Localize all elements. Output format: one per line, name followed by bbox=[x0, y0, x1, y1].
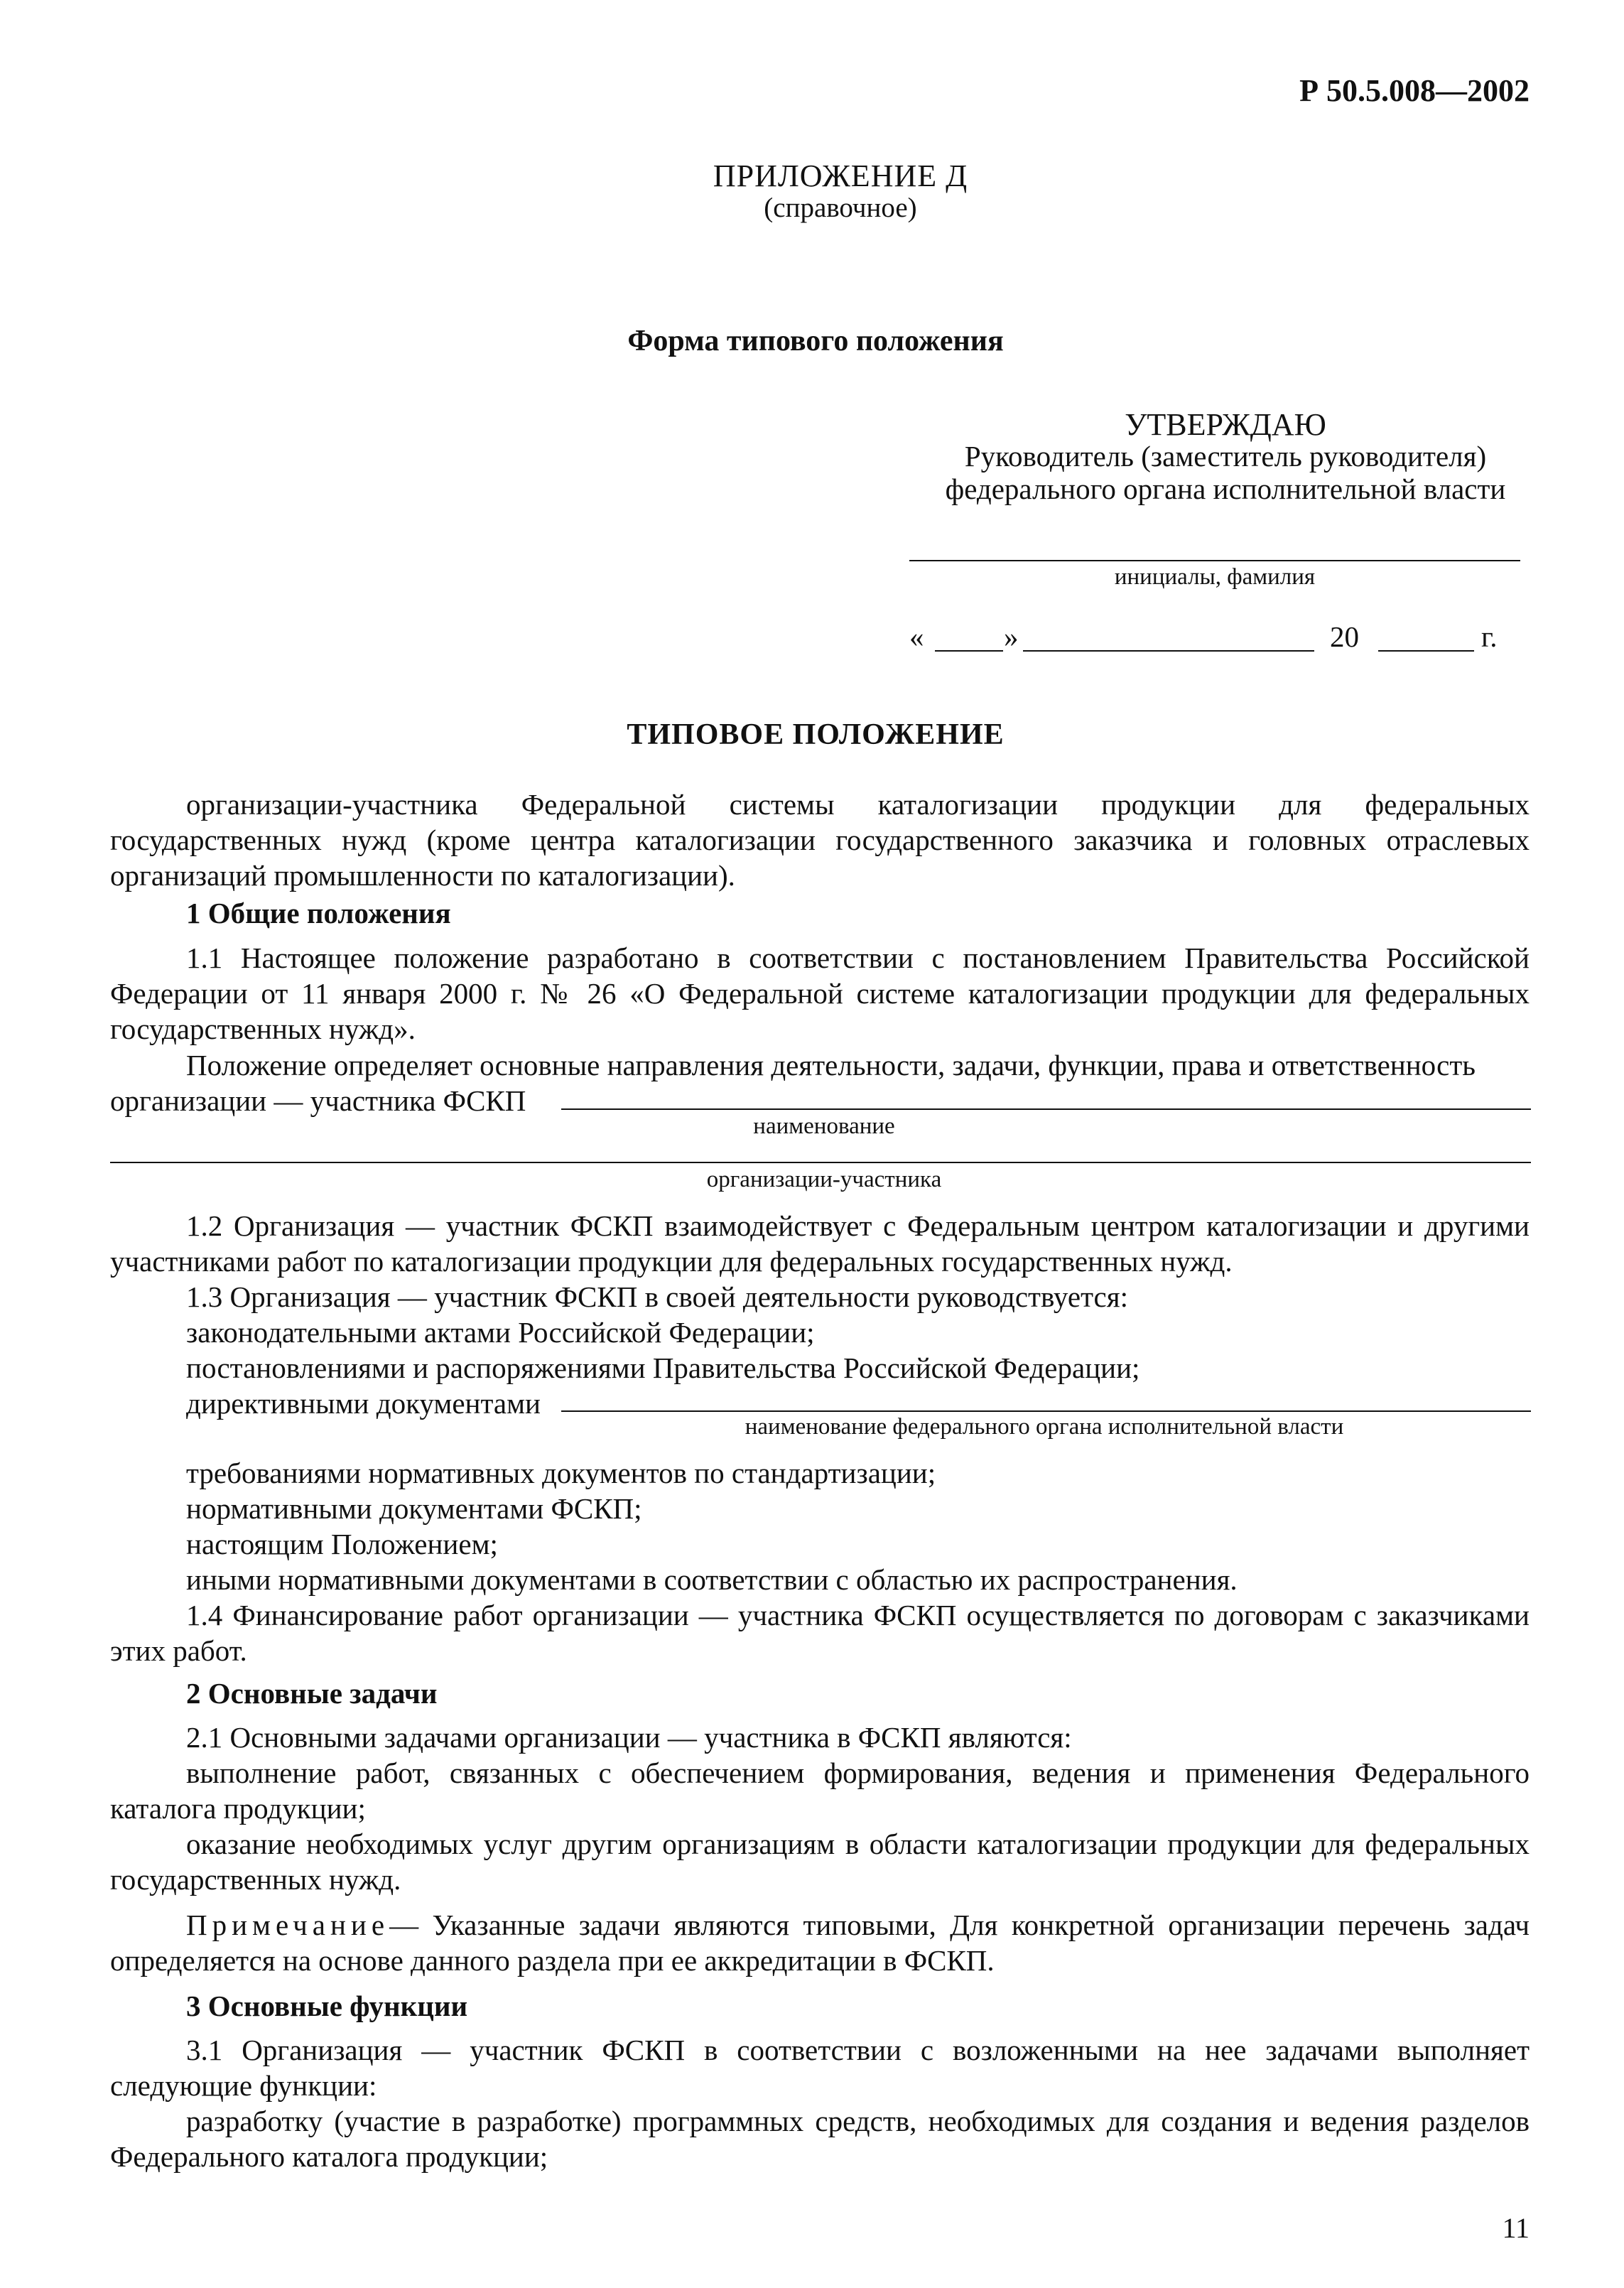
caption-fed: наименование федерального органа исполнительной власти bbox=[745, 1414, 1344, 1440]
paragraph-1-1b: Положение определяет основные направления деятельности, задачи, функции, права и ответственность bbox=[186, 1049, 1476, 1081]
list-item-a: законодательными актами Российской Федерации; bbox=[186, 1316, 815, 1349]
intro-paragraph: организации-участника Федеральной системы каталогизации продукции для федеральных государственных нужд (кроме центра каталогизации государственного заказчика и головных отраслевых организаций промышленности по каталогизации). bbox=[110, 788, 1530, 892]
note-label: Примечание bbox=[186, 1909, 390, 1941]
note-paragraph bbox=[110, 1907, 1530, 1978]
list-item-b: постановлениями и распоряжениями Правительства Российской Федерации; bbox=[186, 1351, 1140, 1384]
list-item-d: требованиями нормативных документов по стандартизации; bbox=[186, 1457, 936, 1489]
list-item-g: иными нормативными документами в соответствии с областью их распространения. bbox=[186, 1563, 1238, 1596]
date-quote-close: » bbox=[1004, 620, 1019, 653]
caption-org: организации-участника bbox=[706, 1167, 942, 1192]
signature-caption: инициалы, фамилия bbox=[1114, 564, 1316, 590]
signature-line bbox=[909, 560, 1520, 561]
paragraph-3-1: 3.1 Организация — участник ФСКП в соответствии с возложенными на нее задачами выполняет следующие функции: bbox=[110, 2034, 1530, 2102]
document-code: Р 50.5.008—2002 bbox=[1299, 73, 1530, 108]
date-year-prefix: 20 bbox=[1330, 620, 1359, 653]
document-title: ТИПОВОЕ ПОЛОЖЕНИЕ bbox=[627, 718, 1005, 751]
paragraph-2-1: 2.1 Основными задачами организации — участника в ФСКП являются: bbox=[186, 1721, 1072, 1754]
paragraph-1-1: 1.1 Настоящее положение разработано в соответствии с постановлением Правительства Российской Федерации от 11 января 2000 г. № 26 «О Федеральной системе каталогизации продукции для федеральных государственных нужд». bbox=[110, 941, 1530, 1045]
date-year-suffix: г. bbox=[1481, 620, 1498, 653]
approval-line2: федерального органа исполнительной власти bbox=[945, 473, 1506, 505]
list-item-f: настоящим Положением; bbox=[186, 1528, 498, 1560]
caption-name: наименование bbox=[753, 1113, 895, 1139]
paragraph-1-4: 1.4 Финансирование работ организации — участника ФСКП осуществляется по договорам с заказчиками этих работ. bbox=[110, 1599, 1530, 1667]
list-item-e: нормативными документами ФСКП; bbox=[186, 1492, 642, 1525]
paragraph-1-1c: организации — участника ФСКП bbox=[110, 1084, 526, 1117]
section2-heading: 2 Основные задачи bbox=[186, 1677, 438, 1710]
note-text: — Указанные задачи являются типовыми, Для конкретной организации перечень задач определяется на основе данного раздела при ее аккредитации в ФСКП. bbox=[110, 1909, 1530, 1977]
list-item-c: директивными документами bbox=[186, 1387, 541, 1420]
appendix-title: ПРИЛОЖЕНИЕ Д bbox=[713, 158, 968, 193]
date-month-line bbox=[1023, 650, 1314, 652]
fed-organ-line bbox=[561, 1410, 1531, 1412]
section3-heading: 3 Основные функции bbox=[186, 1990, 468, 2022]
function-item-a: разработку (участие в разработке) программных средств, необходимых для создания и ведения разделов Федерального каталога продукции; bbox=[110, 2105, 1530, 2173]
date-year-line bbox=[1378, 650, 1474, 652]
paragraph-1-3: 1.3 Организация — участник ФСКП в своей деятельности руководствуется: bbox=[186, 1280, 1128, 1313]
appendix-subtitle: (справочное) bbox=[764, 193, 917, 223]
approval-line1: Руководитель (заместитель руководителя) bbox=[964, 440, 1487, 473]
date-day-line bbox=[935, 650, 1003, 652]
form-title: Форма типового положения bbox=[627, 325, 1004, 357]
approval-title: УТВЕРЖДАЮ bbox=[1125, 407, 1326, 442]
task-item-b: оказание необходимых услуг другим организациям в области каталогизации продукции для федеральных государственных нужд. bbox=[110, 1828, 1530, 1896]
paragraph-1-2: 1.2 Организация — участник ФСКП взаимодействует с Федеральным центром каталогизации и другими участниками работ по каталогизации продукции для федеральных государственных нужд. bbox=[110, 1209, 1530, 1278]
org-name-line-2 bbox=[110, 1162, 1531, 1163]
task-item-a: выполнение работ, связанных с обеспечением формирования, ведения и применения Федерального каталога продукции; bbox=[110, 1757, 1530, 1825]
date-quote-open: « bbox=[909, 620, 924, 653]
section1-heading: 1 Общие положения bbox=[186, 897, 451, 929]
page-number: 11 bbox=[1502, 2212, 1530, 2244]
org-name-line bbox=[561, 1108, 1531, 1110]
